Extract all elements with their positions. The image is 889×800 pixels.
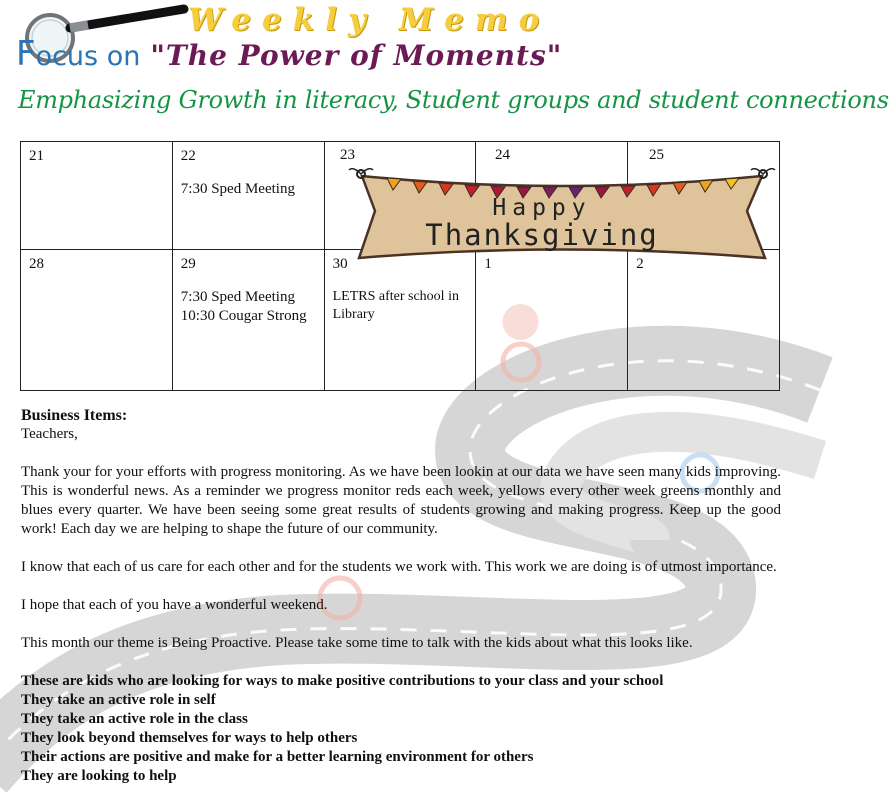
subtitle: Emphasizing Growth in literacy, Student groups and student connections (18, 86, 889, 114)
focus-quote: "The Power of Moments" (150, 39, 563, 72)
paragraph: I hope that each of you have a wonderful weekend. (21, 597, 328, 613)
calendar-event: 7:30 Sped Meeting (180, 289, 295, 306)
calendar-day: 22 7:30 Sped Meeting (172, 142, 324, 250)
proactive-list (21, 672, 781, 786)
memo-body (21, 406, 781, 786)
greeting: Teachers, (21, 426, 78, 442)
calendar-event: 7:30 Sped Meeting (180, 181, 295, 197)
list-item: They look beyond themselves for ways to help others (21, 730, 358, 746)
calendar-day-number: 25 (649, 147, 664, 163)
focus-word: Focus on (16, 34, 141, 74)
banner-text: Happy Thanksgiving (425, 195, 659, 252)
list-item: These are kids who are looking for ways to make positive contributions to your class and your school (21, 673, 664, 689)
calendar-event: 10:30 Cougar Strong (180, 308, 307, 325)
list-item: They take an active role in the class (21, 711, 248, 727)
calendar-day-number: 23 (340, 147, 355, 163)
calendar-day: 21 (21, 142, 173, 250)
paragraph: Thank your for your efforts with progress monitoring. As we have been lookin at our data we have seen many kids improving. This is wonderful news. As a reminder we progress monitor reds each week, yellows every other week greens monthly and blues every quarter. We have been seeing some great results of students growing and making progress. Keep up the good work! Each day we are helping to shape the future of our community. (21, 464, 781, 537)
calendar-week (21, 250, 780, 391)
calendar-day-number: 24 (495, 147, 510, 163)
section-heading: Business Items: (21, 407, 128, 424)
list-item: They take an active role in self (21, 692, 216, 708)
calendar-day: 30 LETRS after school in Library (324, 250, 476, 391)
calendar-day: 28 (21, 250, 173, 391)
paragraph: This month our theme is Being Proactive. Please take some time to talk with the kids about what this looks like. (21, 635, 693, 651)
memo-title: Weekly Memo (188, 2, 551, 38)
paragraph: I know that each of us care for each other and for the students we work with. This work we are doing is of utmost importance. (21, 559, 777, 575)
calendar-day: 29 7:30 Sped Meeting 10:30 Cougar Strong (172, 250, 324, 391)
calendar-event: LETRS after school in Library (332, 289, 459, 323)
calendar-day: 2 (628, 250, 780, 391)
list-item: Their actions are positive and make for a better learning environment for others (21, 749, 534, 765)
list-item: They are looking to help (21, 768, 177, 784)
focus-line (16, 34, 562, 74)
calendar-day: 1 (476, 250, 628, 391)
